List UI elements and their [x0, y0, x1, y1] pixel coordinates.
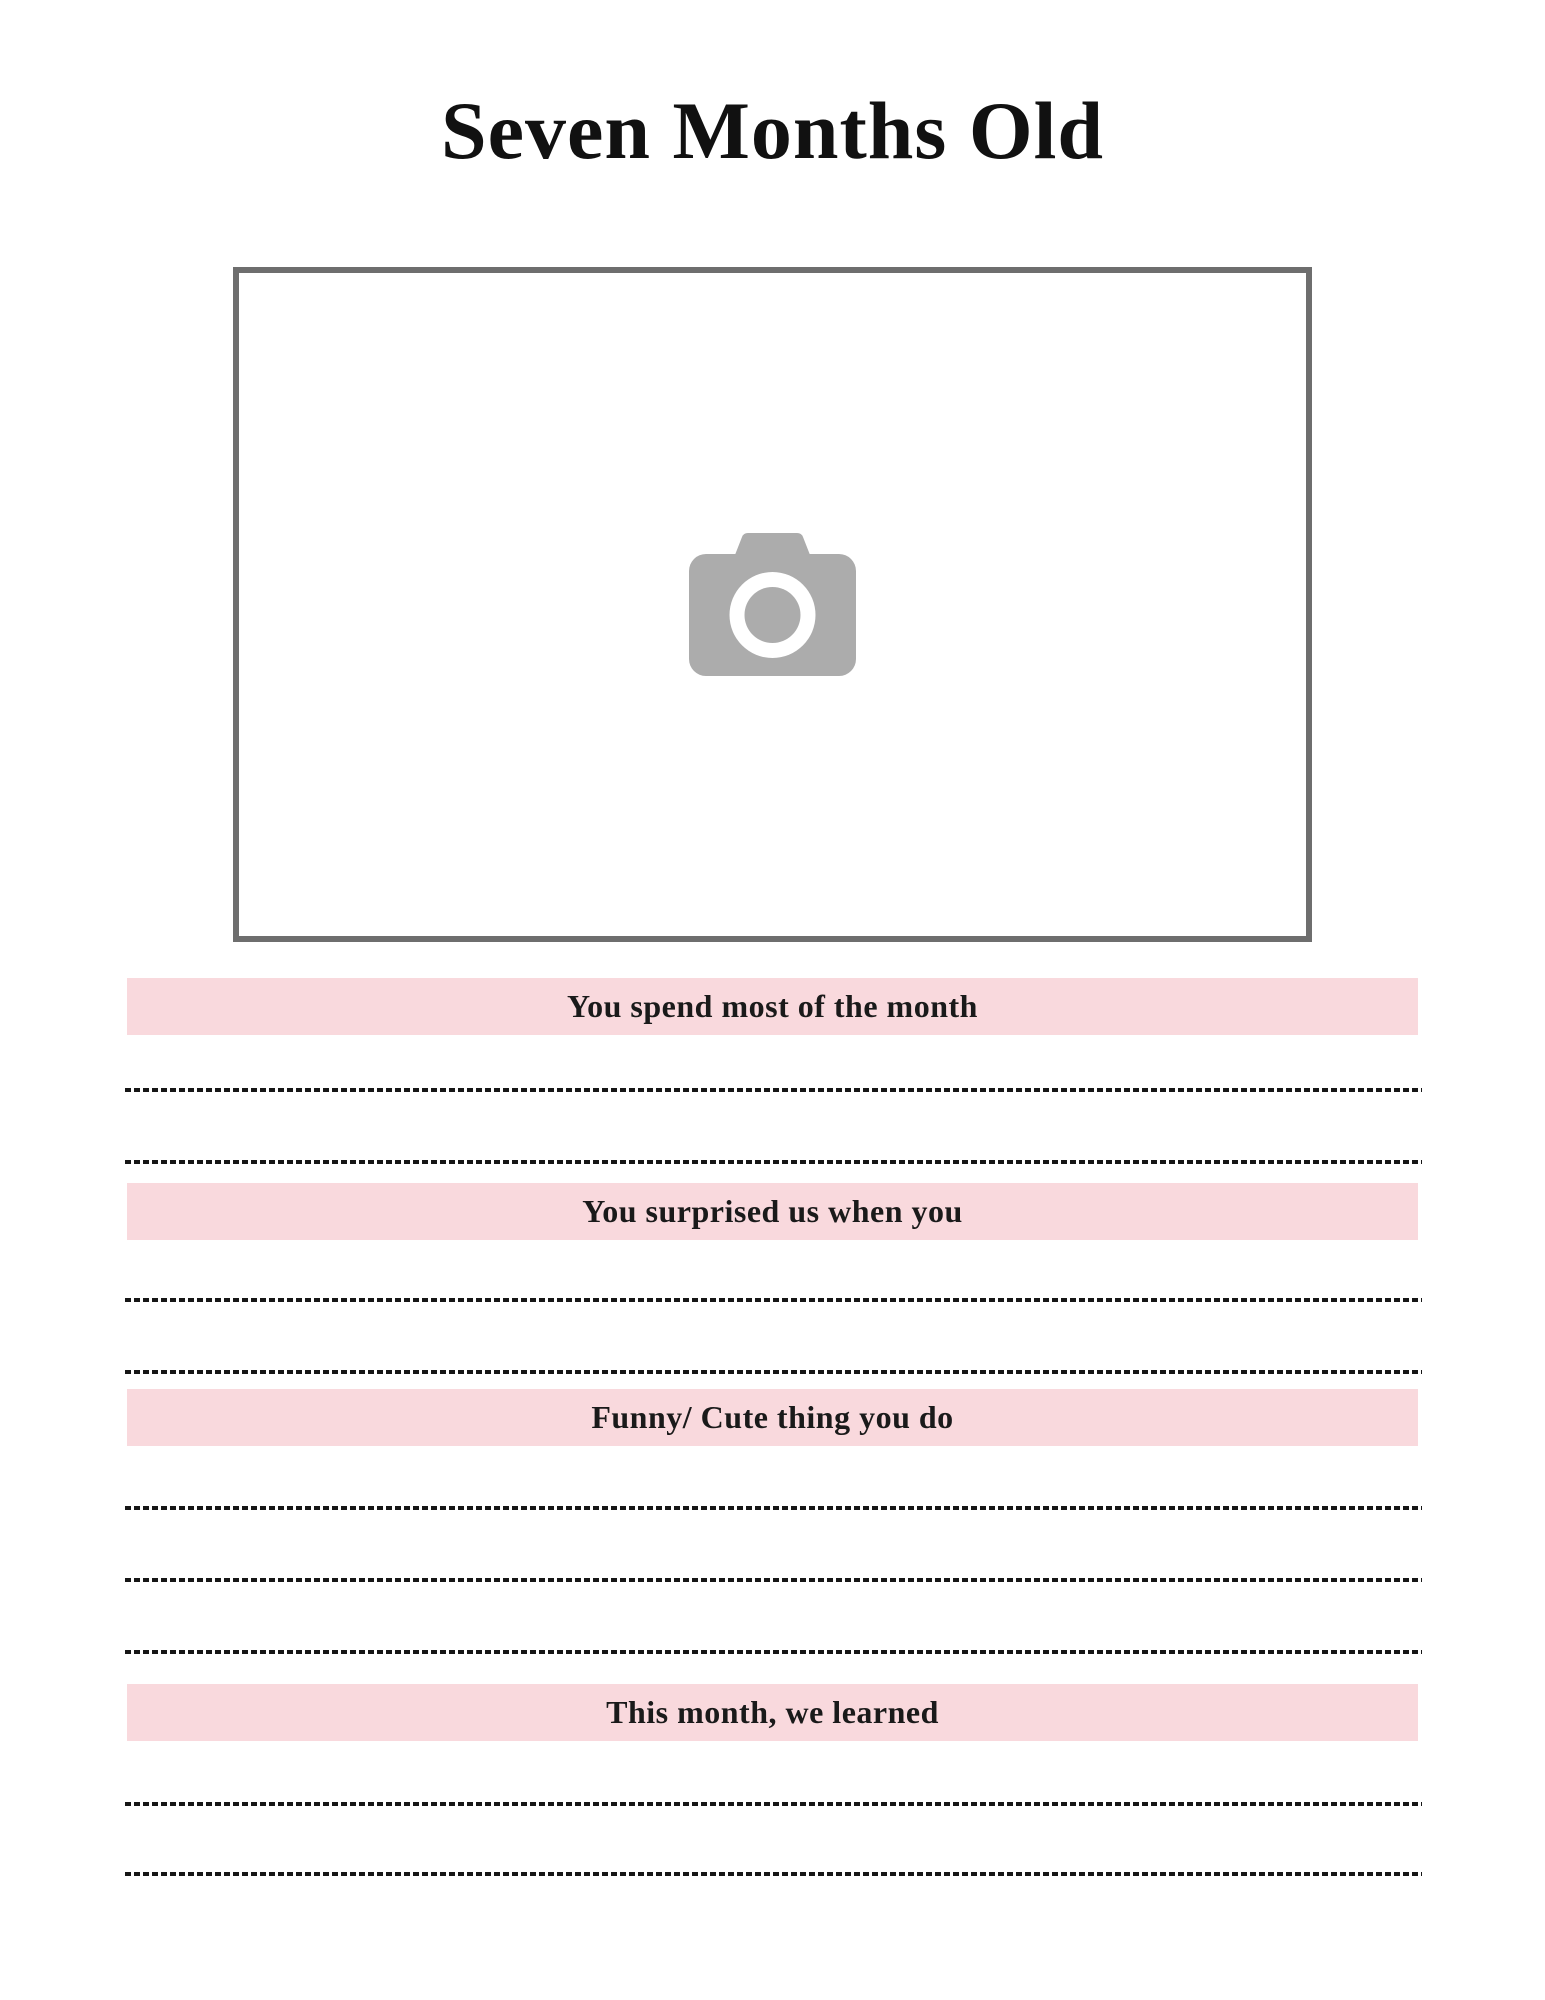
photo-placeholder[interactable] — [233, 267, 1312, 942]
writing-line — [125, 1650, 1422, 1654]
section-label: You surprised us when you — [582, 1193, 963, 1229]
section-banner-month-learned — [127, 1684, 1418, 1741]
section-label: You spend most of the month — [567, 988, 978, 1024]
writing-line — [125, 1088, 1422, 1092]
writing-line — [125, 1160, 1422, 1164]
page-title: Seven Months Old — [441, 85, 1104, 176]
section-banner-spend-month — [127, 978, 1418, 1035]
section-label: This month, we learned — [606, 1694, 939, 1730]
writing-line — [125, 1370, 1422, 1374]
writing-line — [125, 1298, 1422, 1302]
writing-line — [125, 1872, 1422, 1876]
section-banner-surprised-us — [127, 1183, 1418, 1240]
writing-line — [125, 1578, 1422, 1582]
camera-icon — [685, 530, 860, 680]
section-label: Funny/ Cute thing you do — [591, 1399, 954, 1435]
writing-line — [125, 1802, 1422, 1806]
writing-line — [125, 1506, 1422, 1510]
section-banner-funny-cute — [127, 1389, 1418, 1446]
